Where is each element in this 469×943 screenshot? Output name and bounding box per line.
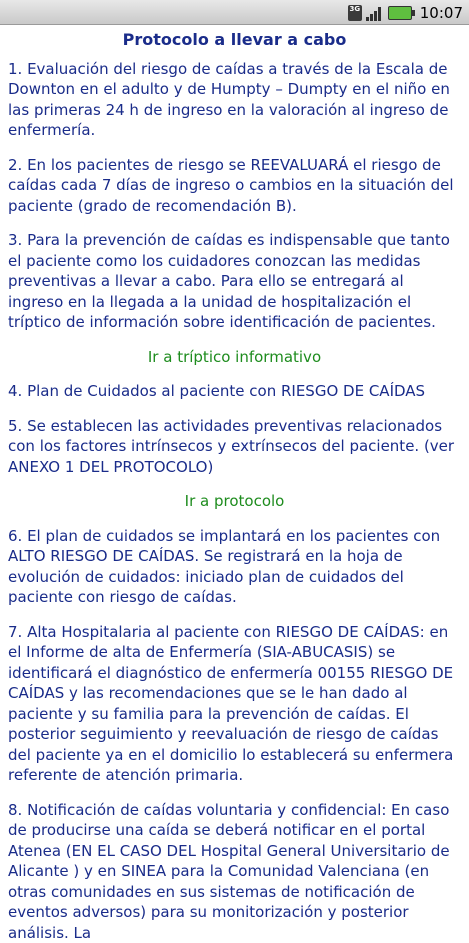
signal-strength-icon	[366, 5, 384, 21]
step-1-text: 1. Evaluación del riesgo de caídas a través de la Escala de Downton en el adulto y de Humpty – Dumpty en el niño en las primeras 24 h de ingreso en la valoración al ingreso de enfermería.	[8, 59, 461, 141]
step-4-text: 4. Plan de Cuidados al paciente con RIESGO DE CAÍDAS	[8, 381, 461, 402]
step-2-text: 2. En los pacientes de riesgo se REEVALUARÁ el riesgo de caídas cada 7 días de ingreso o cambios en la situación del paciente (grado de recomendación B).	[8, 155, 461, 217]
triptico-link[interactable]: Ir a tríptico informativo	[8, 347, 461, 368]
step-7-text: 7. Alta Hospitalaria al paciente con RIESGO DE CAÍDAS: en el Informe de alta de Enfermería (SIA-ABUCASIS) se identificará el diagnóstico de enfermería 00155 RIESGO DE CAÍDAS y las recomendaciones que se le han dado al paciente y su familia para la prevención de caídas. El posterior seguimiento y reevaluación de riesgo de caídas del paciente ya en el domicilio lo establecerá su enfermera referente de atención primaria.	[8, 622, 461, 786]
network-3g-icon: 3G	[348, 5, 362, 21]
step-3-text: 3. Para la prevención de caídas es indispensable que tanto el paciente como los cuidadores conozcan las medidas preventivas a llevar a cabo. Para ello se entregará al ingreso en la llegada a la unidad de hospitalización el tríptico de información sobre identificación de pacientes.	[8, 230, 461, 333]
step-8-text: 8. Notificación de caídas voluntaria y confidencial: En caso de producirse una caída se deberá notificar en el portal Atenea (EN EL CASO DEL Hospital General Universitario de Alicante ) y en SINEA para la Comunidad Valenciana (en otras comunidades en sus sistemas de notificación de eventos adversos) para su monitorización y posterior análisis. La	[8, 800, 461, 943]
step-5-text: 5. Se establecen las actividades preventivas relacionados con los factores intrínsecos y extrínsecos del paciente. (ver ANEXO 1 DEL PROTOCOLO)	[8, 416, 461, 478]
protocolo-link[interactable]: Ir a protocolo	[8, 491, 461, 512]
status-bar	[0, 0, 469, 25]
page-title: Protocolo a llevar a cabo	[0, 30, 469, 51]
battery-icon	[388, 6, 412, 20]
step-6-text: 6. El plan de cuidados se implantará en los pacientes con ALTO RIESGO DE CAÍDAS. Se registrará en la hoja de evolución de cuidados: iniciado plan de cuidados del paciente con riesgo de caídas.	[8, 526, 461, 608]
status-icons	[348, 2, 463, 23]
protocol-content[interactable]	[0, 25, 469, 800]
status-clock: 10:07	[420, 4, 463, 22]
